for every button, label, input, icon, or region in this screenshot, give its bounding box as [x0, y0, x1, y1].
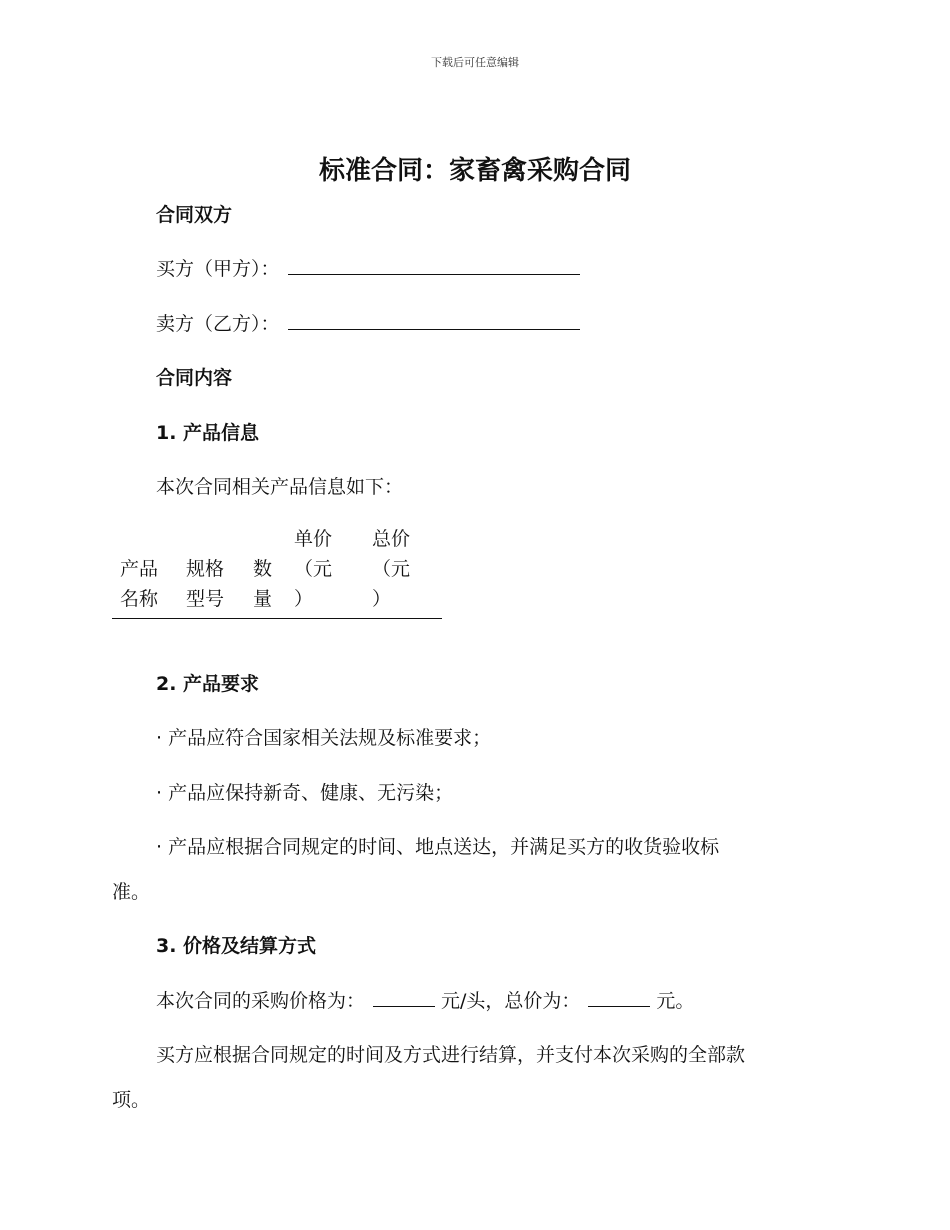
table-header-line: ）	[372, 588, 392, 610]
total-label: 元/头，总价为：	[441, 990, 581, 1012]
unit-price-blank	[373, 1005, 435, 1007]
table-header-line: 型号	[186, 588, 225, 610]
total-price-blank	[588, 1005, 650, 1007]
requirement-item-continuation: 准。	[112, 881, 151, 903]
section-1-heading: 1. 产品信息	[156, 422, 260, 444]
table-header-line: 产品	[120, 558, 159, 580]
table-header-unit-price	[294, 524, 332, 614]
page-title: 标准合同：家畜禽采购合同	[318, 156, 631, 186]
section-2-heading: 2. 产品要求	[156, 673, 260, 695]
requirement-item: · 产品应保持新奇、健康、无污染；	[156, 782, 454, 804]
price-line	[156, 986, 694, 1013]
table-header-line: （元	[294, 558, 333, 580]
parties-heading: 合同双方	[156, 204, 233, 226]
table-header-spec	[186, 554, 224, 614]
section-1-intro: 本次合同相关产品信息如下：	[156, 476, 404, 498]
price-unit: 元。	[656, 990, 695, 1012]
buyer-blank	[288, 273, 580, 275]
section-3-heading: 3. 价格及结算方式	[156, 935, 317, 957]
price-label: 本次合同的采购价格为：	[156, 990, 366, 1012]
page-header-note: 下载后可任意编辑	[431, 56, 519, 69]
buyer-line	[156, 254, 580, 281]
seller-line	[156, 309, 580, 336]
table-header-line: ）	[294, 588, 314, 610]
table-header-line: （元	[372, 558, 411, 580]
buyer-label: 买方（甲方）：	[156, 258, 280, 280]
table-header-line: 总价	[372, 528, 411, 550]
requirement-item: · 产品应根据合同规定的时间、地点送达，并满足买方的收货验收标	[156, 836, 720, 858]
settlement-paragraph-continuation: 项。	[112, 1089, 151, 1111]
table-header-line: 名称	[120, 588, 159, 610]
table-header-total-price	[372, 524, 410, 614]
product-table	[112, 528, 442, 619]
table-header-qty	[253, 554, 272, 614]
table-header-line: 量	[253, 588, 273, 610]
table-header-line: 规格	[186, 558, 225, 580]
table-header-name	[120, 554, 158, 614]
settlement-paragraph: 买方应根据合同规定的时间及方式进行结算，并支付本次采购的全部款	[156, 1044, 746, 1066]
requirement-item: · 产品应符合国家相关法规及标准要求；	[156, 727, 492, 749]
content-heading: 合同内容	[156, 367, 233, 389]
seller-blank	[288, 328, 580, 330]
table-header-line: 数	[253, 558, 273, 580]
table-header-line: 单价	[294, 528, 333, 550]
seller-label: 卖方（乙方）：	[156, 313, 280, 335]
